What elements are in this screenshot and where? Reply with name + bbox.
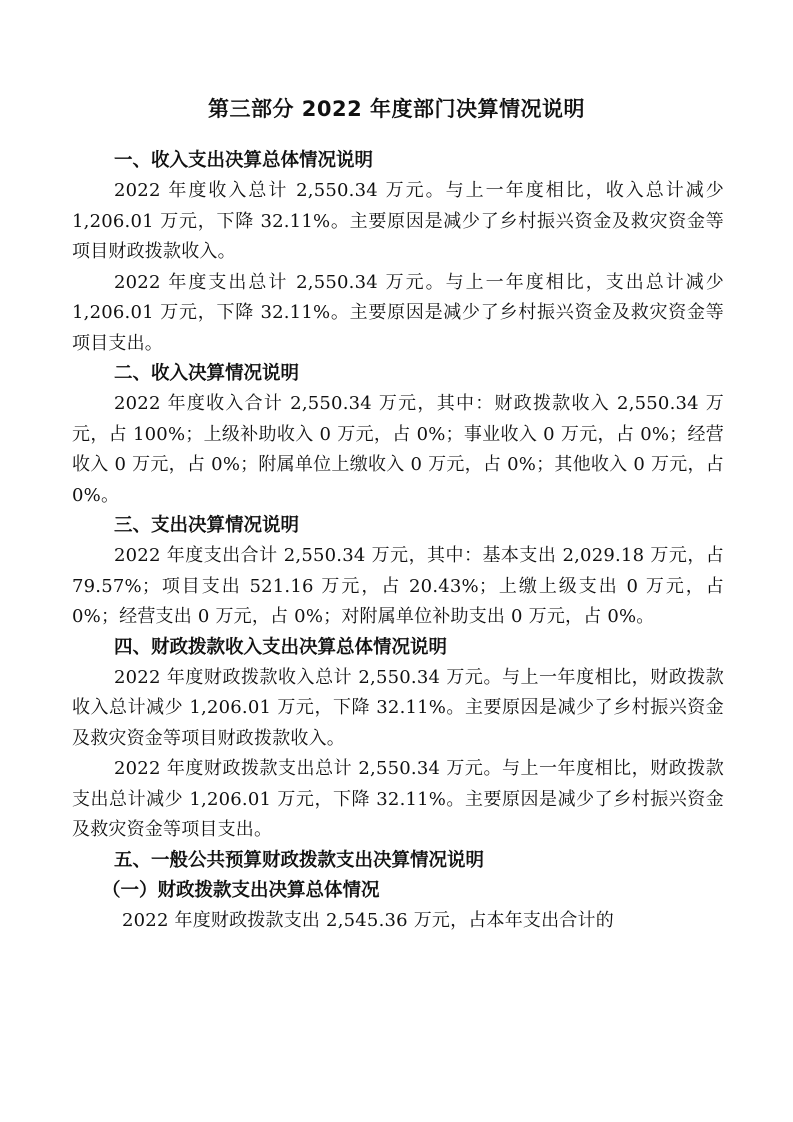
section-heading-3: 三、支出决算情况说明	[114, 515, 300, 536]
paragraph-fiscal-expense: 2022 年度财政拨款支出总计 2,550.34 万元。与上一年度相比，财政拨款支出总计减少 1,206.01 万元，下降 32.11%。主要原因是减少了乡村振兴资金及救灾资金等项目支出。	[72, 758, 724, 840]
paragraph-income-total: 2022 年度收入总计 2,550.34 万元。与上一年度相比，收入总计减少 1,206.01 万元，下降 32.11%。主要原因是减少了乡村振兴资金及救灾资金等项目财政拨款收入。	[72, 180, 724, 262]
paragraph-expense-total: 2022 年度支出总计 2,550.34 万元。与上一年度相比，支出总计减少 1,206.01 万元，下降 32.11%。主要原因是减少了乡村振兴资金及救灾资金等项目支出。	[72, 271, 724, 354]
subsection-heading-5-1: （一）财政拨款支出决算总体情况	[102, 879, 380, 901]
paragraph-income-detail: 2022 年度收入合计 2,550.34 万元，其中：财政拨款收入 2,550.34 万元，占 100%；上级补助收入 0 万元，占 0%；事业收入 0 万元，占 0%；经营收入 0 万元，占 0%；附属单位上缴收入 0 万元，占 0%；其他收入 0 万元，占 0%。	[72, 393, 724, 506]
section-heading-4: 四、财政拨款收入支出决算总体情况说明	[114, 636, 448, 658]
paragraph-expense-detail: 2022 年度支出合计 2,550.34 万元，其中：基本支出 2,029.18 万元，占 79.57%；项目支出 521.16 万元，占 20.43%；上缴上级支出 0 万元，占 0%；经营支出 0 万元，占 0%；对附属单位补助支出 0 万元，占 0%。	[72, 545, 724, 627]
section-heading-1: 一、收入支出决算总体情况说明	[114, 150, 374, 171]
document-body	[72, 146, 724, 936]
page-title: 第三部分 2022 年度部门决算情况说明	[207, 97, 586, 121]
paragraph-fiscal-expense-overview: 2022 年度财政拨款支出 2,545.36 万元，占本年支出合计的	[122, 909, 614, 931]
paragraph-fiscal-income: 2022 年度财政拨款收入总计 2,550.34 万元。与上一年度相比，财政拨款收入总计减少 1,206.01 万元，下降 32.11%。主要原因是减少了乡村振兴资金及救灾资金等项目财政拨款收入。	[72, 666, 724, 749]
section-heading-2: 二、收入决算情况说明	[114, 363, 300, 384]
section-heading-5: 五、一般公共预算财政拨款支出决算情况说明	[114, 849, 485, 871]
